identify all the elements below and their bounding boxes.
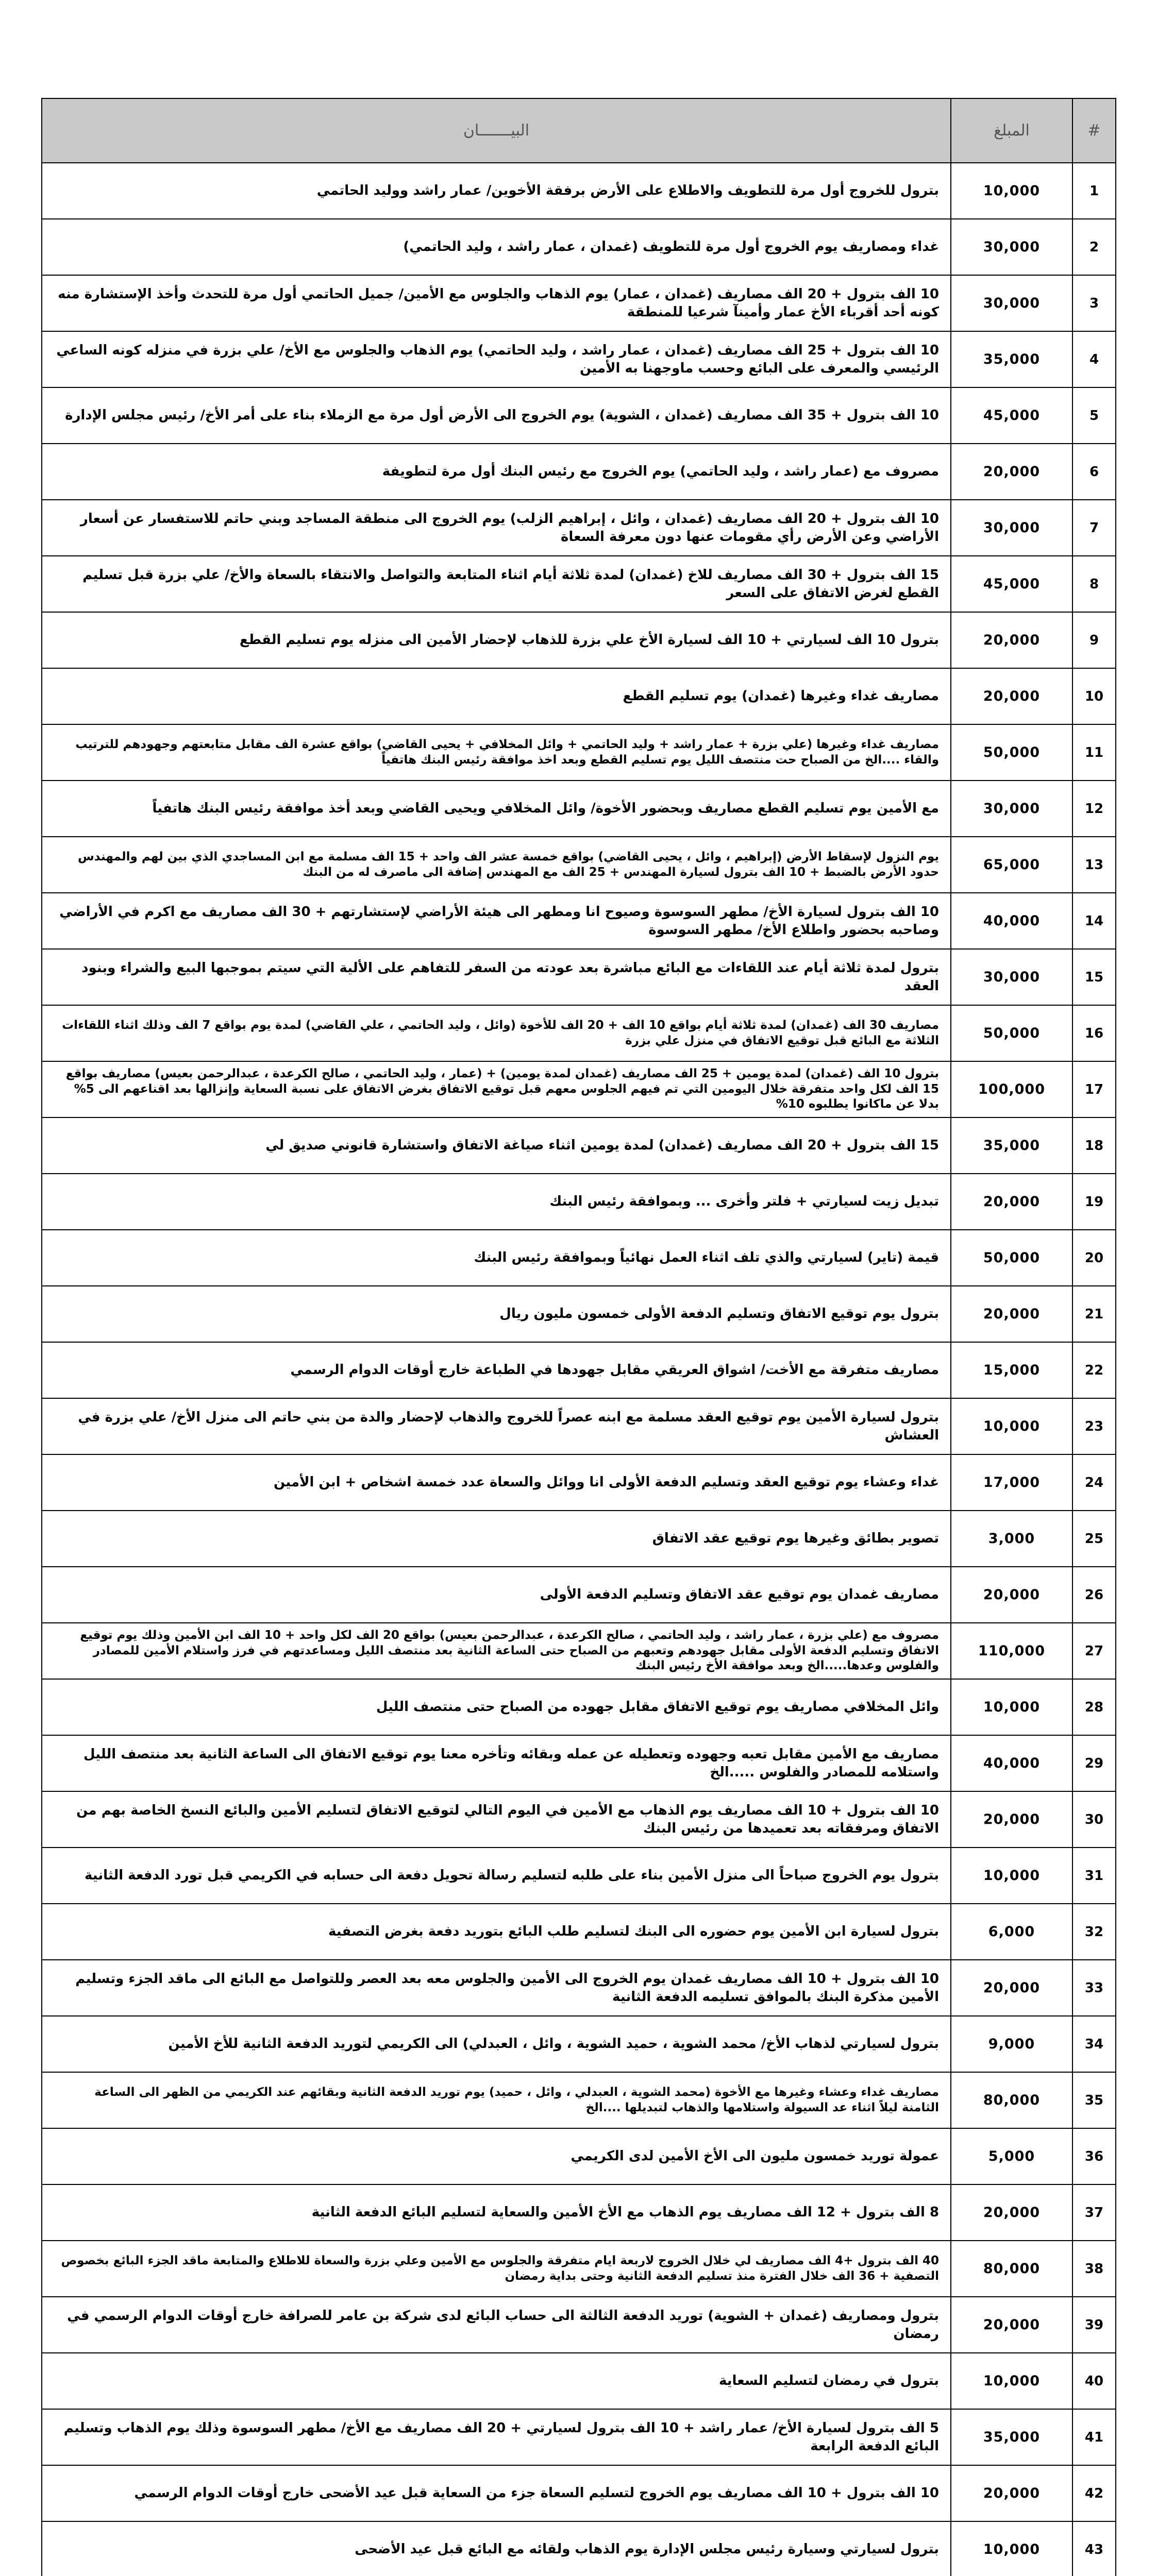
row-amount: 20,000 <box>951 2465 1072 2521</box>
row-amount: 100,000 <box>951 1061 1072 1117</box>
row-number: 15 <box>1072 949 1116 1005</box>
row-number: 16 <box>1072 1005 1116 1061</box>
row-description: بترول يوم توقيع الاتفاق وتسليم الدفعة الأولى خمسون مليون ريال <box>42 1286 951 1342</box>
row-number: 38 <box>1072 2241 1116 2297</box>
row-description: مع الأمين يوم تسليم القطع مصاريف وبحضور الأخوة/ وائل المخلافي ويحيى القاضي وبعد أخذ موافقة رئيس البنك هاتفياً <box>42 781 951 837</box>
row-amount: 20,000 <box>951 444 1072 500</box>
table-row <box>42 1679 1116 1735</box>
table-row <box>42 163 1116 219</box>
header-number: # <box>1072 98 1116 163</box>
row-amount: 35,000 <box>951 331 1072 387</box>
row-description: 10 الف بترول + 20 الف مصاريف (غمدان ، عمار) يوم الذهاب والجلوس مع الأمين/ جميل الحاتمي أول مرة للتحدث وأخذ الإستشارة منه كونه أحد أقرباء الأخ عمار وأمينآ شرعيا للمنطقة <box>42 275 951 331</box>
row-number: 14 <box>1072 893 1116 949</box>
row-description: 8 الف بترول + 12 الف مصاريف يوم الذهاب مع الأخ الأمين والسعاية لتسليم البائع الدفعة الثانية <box>42 2184 951 2241</box>
row-amount: 10,000 <box>951 1848 1072 1904</box>
row-number: 21 <box>1072 1286 1116 1342</box>
row-amount: 65,000 <box>951 837 1072 893</box>
table-header-row <box>42 98 1116 163</box>
row-amount: 9,000 <box>951 2016 1072 2072</box>
row-description: غداء وعشاء يوم توقيع العقد وتسليم الدفعة الأولى انا ووائل والسعاة عدد خمسة اشخاص + ابن الأمين <box>42 1454 951 1511</box>
row-number: 26 <box>1072 1567 1116 1623</box>
row-number: 32 <box>1072 1904 1116 1960</box>
table-row <box>42 1061 1116 1117</box>
row-amount: 30,000 <box>951 275 1072 331</box>
row-number: 22 <box>1072 1342 1116 1398</box>
row-amount: 50,000 <box>951 724 1072 781</box>
row-description: بترول في رمضان لتسليم السعاية <box>42 2353 951 2409</box>
row-amount: 45,000 <box>951 387 1072 444</box>
row-description: بترول لسيارة ابن الأمين يوم حضوره الى البنك لتسليم طلب البائع بتوريد دفعة بغرض التصفية <box>42 1904 951 1960</box>
row-description: بترول يوم الخروج صباحاً الى منزل الأمين بناء على طلبه لتسليم رسالة تحويل دفعة الى حسابه في الكريمي قبل تورد الدفعة الثانية <box>42 1848 951 1904</box>
row-amount: 80,000 <box>951 2241 1072 2297</box>
row-number: 29 <box>1072 1735 1116 1791</box>
row-number: 37 <box>1072 2184 1116 2241</box>
table-row <box>42 275 1116 331</box>
row-number: 18 <box>1072 1117 1116 1174</box>
table-row <box>42 1511 1116 1567</box>
row-number: 17 <box>1072 1061 1116 1117</box>
table-row <box>42 2297 1116 2353</box>
row-amount: 35,000 <box>951 1117 1072 1174</box>
table-row <box>42 331 1116 387</box>
row-amount: 20,000 <box>951 2297 1072 2353</box>
row-description: بترول 10 الف (غمدان) لمدة يومين + 25 الف مصاريف (غمدان لمدة يومين) + (عمار ، وليد الحاتمي ، صالح الكرعدة ، عبدالرحمن بعيس) مصاريف بواقع 15 الف لكل واحد متفرقة خلال اليومين التي تم فيهم الجلوس معهم قبل توقيع الاتفاق بغرض الاتفاق على نسبة السعاية وإنزالها بعد اقناعهم الى 5% بدلا عن ماكانوا يطلبوه 10% <box>42 1061 951 1117</box>
row-amount: 10,000 <box>951 163 1072 219</box>
row-description: بترول لسيارة الأمين يوم توقيع العقد مسلمة مع ابنه عصراً للخروج والذهاب لإحضار والدة من بني حاتم الى منزل الأخ/ علي بزرة في العشاش <box>42 1398 951 1454</box>
table-row <box>42 1454 1116 1511</box>
table-row <box>42 612 1116 668</box>
row-description: وائل المخلافي مصاريف يوم توقيع الاتفاق مقابل جهوده من الصباح حتى منتصف الليل <box>42 1679 951 1735</box>
row-number: 9 <box>1072 612 1116 668</box>
row-number: 8 <box>1072 556 1116 612</box>
row-number: 1 <box>1072 163 1116 219</box>
row-number: 10 <box>1072 668 1116 724</box>
table-row <box>42 1286 1116 1342</box>
row-amount: 20,000 <box>951 1567 1072 1623</box>
row-number: 12 <box>1072 781 1116 837</box>
row-amount: 110,000 <box>951 1623 1072 1679</box>
row-amount: 20,000 <box>951 1286 1072 1342</box>
row-description: 40 الف بترول +4 الف مصاريف لي خلال الخروج لاربعة ايام متفرقة والجلوس مع الأمين وعلي بزرة والسعاة للاطلاع والمتابعة ماقد الجزء البائع بخصوص التصفية + 36 الف خلال الفترة منذ تسليم الدفعة الثانية وحتى بداية رمضان <box>42 2241 951 2297</box>
table-row <box>42 781 1116 837</box>
row-description: 10 الف بترول + 25 الف مصاريف (غمدان ، عمار راشد ، وليد الحاتمي) يوم الذهاب والجلوس مع الأخ/ علي بزرة في منزله كونه الساعي الرئيسي والمعرف على البائع وحسب ماوجهنا به الأمين <box>42 331 951 387</box>
table-row <box>42 1904 1116 1960</box>
table-row <box>42 1735 1116 1791</box>
row-number: 40 <box>1072 2353 1116 2409</box>
row-number: 20 <box>1072 1230 1116 1286</box>
table-row <box>42 387 1116 444</box>
row-description: 5 الف بترول لسيارة الأخ/ عمار راشد + 10 الف بترول لسيارتي + 20 الف مصاريف مع الأخ/ مطهر السوسوة وذلك يوم الذهاب وتسليم البائع الدفعة الرابعة <box>42 2409 951 2465</box>
row-amount: 30,000 <box>951 219 1072 275</box>
row-description: قيمة (تاير) لسيارتي والذي تلف اثناء العمل نهائياً وبموافقة رئيس البنك <box>42 1230 951 1286</box>
table-row <box>42 444 1116 500</box>
table-row <box>42 1117 1116 1174</box>
row-number: 35 <box>1072 2072 1116 2128</box>
table-row <box>42 1174 1116 1230</box>
row-description: مصاريف 30 الف (غمدان) لمدة ثلاثة أيام بواقع 10 الف + 20 الف للأخوة (وائل ، وليد الحاتمي ، علي القاضي) لمدة يوم بواقع 7 الف وذلك اثناء اللقاءات الثلاثة مع البائع قبل توقيع الاتفاق في منزل علي بزرة <box>42 1005 951 1061</box>
table-row <box>42 1848 1116 1904</box>
row-number: 13 <box>1072 837 1116 893</box>
row-description: 10 الف بترول + 35 الف مصاريف (غمدان ، الشوية) يوم الخروج الى الأرض أول مرة مع الزملاء بناء على أمر الأخ/ رئيس مجلس الإدارة <box>42 387 951 444</box>
row-description: 10 الف بترول لسيارة الأخ/ مطهر السوسوة وصيوح انا ومطهر الى هيئة الأراضي لإستشارتهم + 30 الف مصاريف مع اكرم في الأراضي وصاحبه بحضور واطلاع الأخ/ مطهر السوسوة <box>42 893 951 949</box>
row-amount: 45,000 <box>951 556 1072 612</box>
row-description: عمولة توريد خمسون مليون الى الأخ الأمين لدى الكريمي <box>42 2128 951 2184</box>
table-row <box>42 724 1116 781</box>
row-amount: 50,000 <box>951 1230 1072 1286</box>
row-description: مصاريف متفرقة مع الأخت/ اشواق العريقي مقابل جهودها في الطباعة خارج أوقات الدوام الرسمي <box>42 1342 951 1398</box>
row-number: 41 <box>1072 2409 1116 2465</box>
row-description: بترول لسيارتي لذهاب الأخ/ محمد الشوية ، حميد الشوية ، وائل ، العبدلي) الى الكريمي لتوريد الدفعة الثانية للأخ الأمين <box>42 2016 951 2072</box>
row-number: 11 <box>1072 724 1116 781</box>
row-amount: 20,000 <box>951 668 1072 724</box>
row-number: 30 <box>1072 1791 1116 1848</box>
row-description: مصاريف غداء وعشاء وغيرها مع الأخوة (محمد الشوية ، العبدلي ، وائل ، حميد) يوم توريد الدفعة الثانية وبقائهم عند الكريمي من الظهر الى الساعة الثامنة ليلاً اثناء عد السيولة واستلامها والذهاب لتبديلها ....الخ <box>42 2072 951 2128</box>
row-description: غداء ومصاريف يوم الخروج أول مرة للتطويف (غمدان ، عمار راشد ، وليد الحاتمي) <box>42 219 951 275</box>
row-number: 5 <box>1072 387 1116 444</box>
row-number: 43 <box>1072 2521 1116 2576</box>
table-row <box>42 893 1116 949</box>
row-number: 33 <box>1072 1960 1116 2016</box>
row-description: تصوير بطائق وغيرها يوم توقيع عقد الاتفاق <box>42 1511 951 1567</box>
row-amount: 20,000 <box>951 1791 1072 1848</box>
row-amount: 40,000 <box>951 893 1072 949</box>
table-row <box>42 1623 1116 1679</box>
row-amount: 3,000 <box>951 1511 1072 1567</box>
table-row <box>42 219 1116 275</box>
row-amount: 17,000 <box>951 1454 1072 1511</box>
table-row <box>42 1230 1116 1286</box>
row-number: 2 <box>1072 219 1116 275</box>
table-row <box>42 1005 1116 1061</box>
row-description: يوم النزول لإسقاط الأرض (إبراهيم ، وائل ، يحيى القاضي) بواقع خمسة عشر الف واحد + 15 الف مسلمة مع ابن المساجدي الذي بين لهم والمهندس حدود الأرض بالضبط + 10 الف بترول لسيارة المهندس + 25 الف مع المهندس إضافة الى ماصرف له من البنك <box>42 837 951 893</box>
row-amount: 80,000 <box>951 2072 1072 2128</box>
row-description: تبديل زيت لسيارتي + فلتر وأخرى ... وبموافقة رئيس البنك <box>42 1174 951 1230</box>
row-description: مصروف مع (علي بزرة ، عمار راشد ، وليد الحاتمي ، صالح الكرعدة ، عبدالرحمن بعيس) بواقع 20 الف لكل واحد + 10 الف ابن الأمين وذلك يوم توقيع الاتفاق وتسليم الدفعة الأولى مقابل جهودهم وتعبهم من الصباح حتى الساعة الثانية بعد منتصف الليل ومساعدتهم في فرز واستلام الأمين للمصادر والفلوس وعدها.....الخ وبعد موافقة الأخ رئيس البنك <box>42 1623 951 1679</box>
row-description: بترول 10 الف لسيارتي + 10 الف لسيارة الأخ علي بزرة للذهاب لإحضار الأمين الى منزله يوم تسليم القطع <box>42 612 951 668</box>
row-number: 24 <box>1072 1454 1116 1511</box>
row-amount: 10,000 <box>951 2521 1072 2576</box>
row-description: مصاريف غمدان يوم توقيع عقد الاتفاق وتسليم الدفعة الأولى <box>42 1567 951 1623</box>
row-description: 10 الف بترول + 20 الف مصاريف (غمدان ، وائل ، إبراهيم الزلب) يوم الخروج الى منطقة المساجد وبني حاتم للاستفسار عن أسعار الأراضي وعن الأرض رأي مقومات عنها دون معرفة السعاة <box>42 500 951 556</box>
table-row <box>42 2184 1116 2241</box>
row-description: بترول لمدة ثلاثة أيام عند اللقاءات مع البائع مباشرة بعد عودته من السفر للتفاهم على الألية التي سيتم بموجبها البيع والشراء وبنود العقد <box>42 949 951 1005</box>
row-amount: 20,000 <box>951 612 1072 668</box>
table-row <box>42 1398 1116 1454</box>
row-number: 27 <box>1072 1623 1116 1679</box>
row-amount: 50,000 <box>951 1005 1072 1061</box>
row-amount: 5,000 <box>951 2128 1072 2184</box>
row-description: 10 الف بترول + 10 الف مصاريف غمدان يوم الخروج الى الأمين والجلوس معه بعد العصر وللتواصل مع البائع الى ماقد الجزء وتسليم الأمين مذكرة البنك بالموافق تسليمه الدفعة الثانية <box>42 1960 951 2016</box>
table-row <box>42 1791 1116 1848</box>
table-row <box>42 500 1116 556</box>
row-description: 10 الف بترول + 10 الف مصاريف يوم الذهاب مع الأمين في اليوم التالي لتوقيع الاتفاق لتسليم الأمين والبائع النسخ الخاصة بهم من الاتفاق ومرفقاته بعد تعميدها من رئيس البنك <box>42 1791 951 1848</box>
row-description: بترول للخروج أول مرة للتطويف والاطلاع على الأرض برفقة الأخوين/ عمار راشد ووليد الحاتمي <box>42 163 951 219</box>
row-amount: 20,000 <box>951 1174 1072 1230</box>
row-number: 36 <box>1072 2128 1116 2184</box>
row-description: بترول ومصاريف (غمدان + الشوية) توريد الدفعة الثالثة الى حساب البائع لدى شركة بن عامر للصرافة خارج أوقات الدوام الرسمي في رمضان <box>42 2297 951 2353</box>
row-amount: 10,000 <box>951 2353 1072 2409</box>
table-row <box>42 2241 1116 2297</box>
row-number: 23 <box>1072 1398 1116 1454</box>
table-row <box>42 556 1116 612</box>
row-number: 3 <box>1072 275 1116 331</box>
row-amount: 10,000 <box>951 1679 1072 1735</box>
row-description: مصروف مع (عمار راشد ، وليد الحاتمي) يوم الخروج مع رئيس البنك أول مرة لتطويفة <box>42 444 951 500</box>
row-amount: 20,000 <box>951 1960 1072 2016</box>
table-row <box>42 837 1116 893</box>
row-number: 34 <box>1072 2016 1116 2072</box>
table-row <box>42 2016 1116 2072</box>
row-number: 42 <box>1072 2465 1116 2521</box>
table-row <box>42 2072 1116 2128</box>
table-row <box>42 2409 1116 2465</box>
table-row <box>42 949 1116 1005</box>
row-amount: 15,000 <box>951 1342 1072 1398</box>
row-amount: 6,000 <box>951 1904 1072 1960</box>
row-number: 28 <box>1072 1679 1116 1735</box>
row-amount: 40,000 <box>951 1735 1072 1791</box>
row-number: 7 <box>1072 500 1116 556</box>
row-description: 15 الف بترول + 30 الف مصاريف للاخ (غمدان) لمدة ثلاثة أيام اثناء المتابعة والتواصل والانتقاء بالسعاة والأخ/ علي بزرة قبل تسليم القطع لغرض الاتفاق على السعر <box>42 556 951 612</box>
row-number: 25 <box>1072 1511 1116 1567</box>
row-number: 6 <box>1072 444 1116 500</box>
row-number: 39 <box>1072 2297 1116 2353</box>
row-description: مصاريف غداء وغيرها (غمدان) يوم تسليم القطع <box>42 668 951 724</box>
table-row <box>42 2128 1116 2184</box>
table-row <box>42 1567 1116 1623</box>
row-amount: 30,000 <box>951 781 1072 837</box>
table-row <box>42 2521 1116 2576</box>
table-row <box>42 2465 1116 2521</box>
header-amount: المبلغ <box>951 98 1072 163</box>
table-row <box>42 668 1116 724</box>
row-number: 31 <box>1072 1848 1116 1904</box>
expense-table <box>41 98 1116 2576</box>
row-description: 15 الف بترول + 20 الف مصاريف (غمدان) لمدة يومين اثناء صياغة الاتفاق واستشارة قانوني صديق لي <box>42 1117 951 1174</box>
row-amount: 35,000 <box>951 2409 1072 2465</box>
table-row <box>42 2353 1116 2409</box>
row-amount: 20,000 <box>951 2184 1072 2241</box>
row-description: مصاريف غداء وغيرها (علي بزرة + عمار راشد + وليد الحاتمي + وائل المخلافي + يحيى القاضي) بواقع عشرة الف مقابل متابعتهم وجهودهم للترتيب والقاء ....الخ من الصباح حت منتصف الليل يوم تسليم القطع وبعد اخذ موافقة رئيس البنك هاتفياً <box>42 724 951 781</box>
row-amount: 30,000 <box>951 949 1072 1005</box>
row-number: 19 <box>1072 1174 1116 1230</box>
row-description: بترول لسيارتي وسيارة رئيس مجلس الإدارة يوم الذهاب ولقائه مع البائع قبل عيد الأضحى <box>42 2521 951 2576</box>
table-row <box>42 1960 1116 2016</box>
row-description: 10 الف بترول + 10 الف مصاريف يوم الخروج لتسليم السعاة جزء من السعاية قبل عيد الأضحى خارج أوقات الدوام الرسمي <box>42 2465 951 2521</box>
row-amount: 10,000 <box>951 1398 1072 1454</box>
row-number: 4 <box>1072 331 1116 387</box>
table-row <box>42 1342 1116 1398</box>
row-description: مصاريف مع الأمين مقابل تعبه وجهوده وتعطيله عن عمله وبقائه وتأخره معنا يوم توقيع الاتفاق الى الساعة الثانية بعد منتصف الليل واستلامه للمصادر والفلوس .....الخ <box>42 1735 951 1791</box>
row-amount: 30,000 <box>951 500 1072 556</box>
header-description: البيـــــــان <box>42 98 951 163</box>
